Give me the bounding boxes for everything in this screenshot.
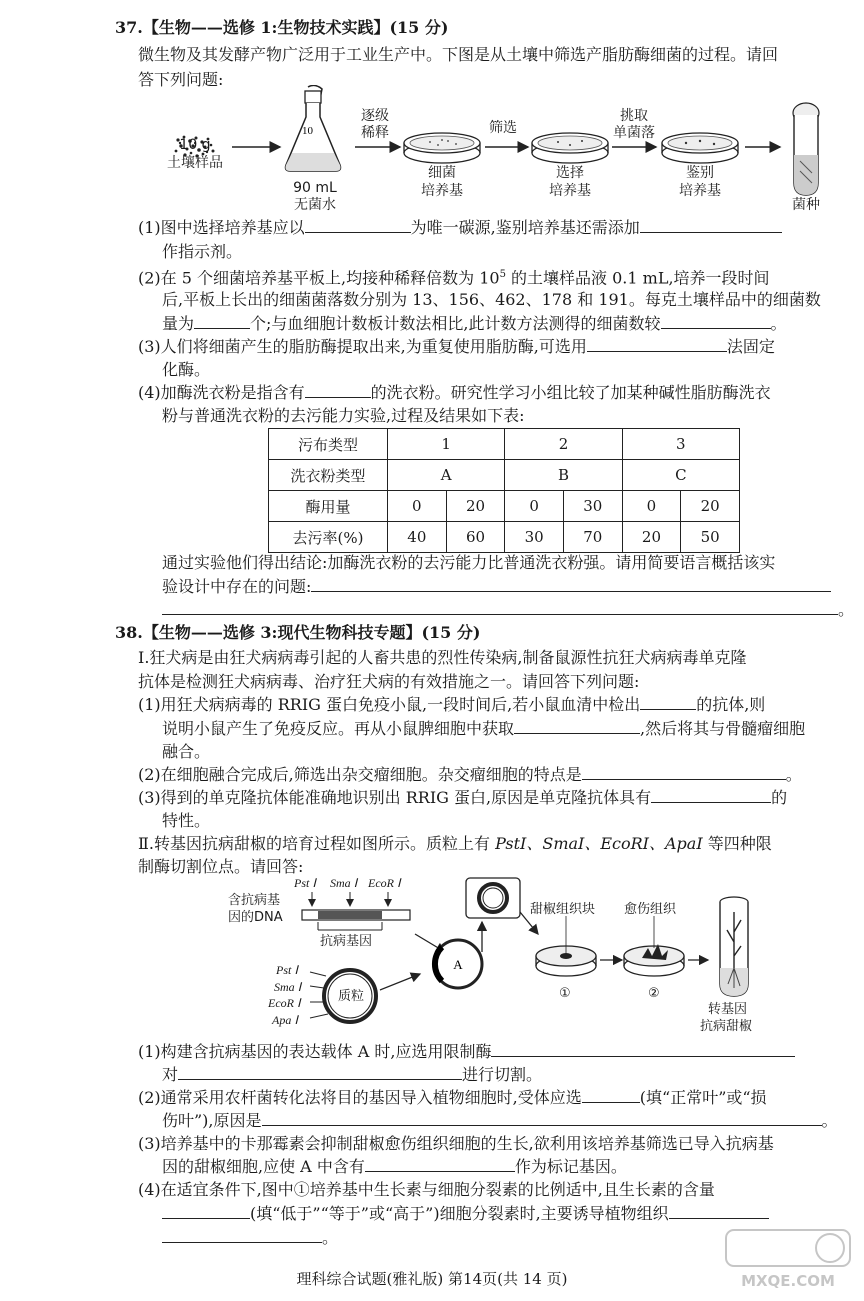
row-label: 酶用量 — [269, 491, 388, 522]
table-row — [269, 491, 740, 522]
row-label: 去污率(%) — [269, 522, 388, 553]
table-row — [269, 429, 740, 460]
plasmid-site-pst: Pst Ⅰ — [276, 963, 298, 977]
watermark-text: MXQE.COM — [741, 1272, 835, 1290]
table-row — [269, 460, 740, 491]
plate3-label-b: 培养基 — [679, 183, 721, 199]
plasmid-site-eco: EcoR Ⅰ — [268, 996, 301, 1010]
step-dilute-b: 稀释 — [361, 125, 389, 141]
table-cell: 0 — [505, 491, 564, 522]
blank-37-4b[interactable] — [311, 577, 831, 592]
row-label: 污布类型 — [269, 429, 388, 460]
q37-part4-line2: 粉与普通洗衣粉的去污能力实验,过程及结果如下表: — [162, 406, 525, 425]
table-cell: A — [388, 460, 505, 491]
blank-38-ii2b[interactable] — [262, 1111, 822, 1126]
blank-38-ii1b[interactable] — [178, 1065, 462, 1080]
table-cell: 20 — [622, 522, 681, 553]
q37-part4-line5: 。 — [162, 600, 854, 620]
table-cell: 50 — [681, 522, 740, 553]
blank-37-3[interactable] — [587, 337, 727, 352]
plate3-label-a: 鉴别 — [686, 165, 714, 181]
site-sma: Sma Ⅰ — [330, 876, 358, 890]
blank-38-ii3[interactable] — [365, 1157, 515, 1172]
step-2-marker: ② — [648, 986, 660, 1001]
step-screen: 筛选 — [489, 120, 517, 136]
result-label-1: 转基因 — [708, 1002, 748, 1017]
callus-label: 愈伤组织 — [624, 902, 677, 917]
dna-strand-icon — [302, 892, 410, 930]
blank-37-2b[interactable] — [661, 314, 771, 329]
q37-header: 37.【生物——选修 1:生物技术实践】(15 分) — [115, 18, 449, 37]
q37-intro-line1: 微生物及其发酵产物广泛用于工业生产中。下图是从土壤中筛选产脂肪酶细菌的过程。请回 — [138, 45, 779, 64]
water-amount: 90 mL — [293, 180, 337, 196]
site-eco: EcoR Ⅰ — [368, 876, 401, 890]
q37-intro-line2: 答下列问题: — [138, 70, 224, 89]
plasmid-site-apa: Apa Ⅰ — [272, 1013, 298, 1027]
transgenic-plant-tube-icon — [720, 897, 748, 996]
q37-part2-line1: (2)在 5 个细菌培养基平板上,均接种稀释倍数为 $10^5$ 的土壤样品液 0.1 mL,培养一段时间 — [138, 268, 770, 288]
row-label: 洗衣粉类型 — [269, 460, 388, 491]
result-label-2: 抗病甜椒 — [700, 1019, 753, 1034]
q38-process-figure — [220, 872, 780, 1040]
q37-part4-line4: 验设计中存在的问题: — [162, 577, 831, 597]
plasmid-label: 质粒 — [338, 989, 365, 1004]
site-pst: Pst Ⅰ — [294, 876, 316, 890]
step-pick-b: 单菌落 — [613, 125, 655, 141]
step-dilute-a: 逐级 — [361, 108, 389, 124]
table-cell: 20 — [446, 491, 505, 522]
plate2-label-b: 培养基 — [549, 183, 591, 199]
blank-37-1b[interactable] — [640, 218, 782, 233]
table-cell: 30 — [563, 491, 622, 522]
q38-part2-intro2: 制酶切割位点。请回答: — [138, 857, 304, 876]
blank-38-ii1a[interactable] — [491, 1042, 795, 1057]
blank-38-i2[interactable] — [582, 765, 786, 780]
q37-part2-line2: 后,平板上长出的细菌菌落数分别为 13、156、462、178 和 191。每克土壤样品中的细菌数 — [162, 290, 821, 309]
q38-i1-line3: 融合。 — [162, 742, 211, 761]
step-1-marker: ① — [559, 986, 571, 1001]
gene-label: 抗病基因 — [320, 934, 373, 949]
q37-process-figure — [160, 85, 860, 220]
flask-mark: 10 — [302, 125, 313, 137]
blank-38-ii2a[interactable] — [582, 1088, 640, 1103]
q37-part1-cont: 作指示剂。 — [162, 242, 243, 261]
table-cell: 40 — [388, 522, 447, 553]
table-cell: 70 — [563, 522, 622, 553]
q38-i3-line1: (3)得到的单克隆抗体能准确地识别出 RRIG 蛋白,原因是单克隆抗体具有 的 — [138, 788, 788, 807]
agrobacterium-icon — [466, 878, 520, 918]
plate1-label-a: 细菌 — [428, 165, 456, 181]
q38-ii1-line1: (1)构建含抗病基因的表达载体 A 时,应选用限制酶 — [138, 1042, 795, 1062]
table-cell: 3 — [622, 429, 739, 460]
results-table — [268, 428, 740, 553]
identification-plate-icon — [662, 133, 738, 163]
selective-plate-icon — [532, 133, 608, 163]
table-cell: 0 — [622, 491, 681, 522]
table-row — [269, 522, 740, 553]
tissue-culture-dish-icon — [536, 916, 596, 976]
q38-i3-line2: 特性。 — [162, 811, 211, 830]
blank-37-2a[interactable] — [194, 314, 250, 329]
table-cell: B — [505, 460, 622, 491]
plate1-label-b: 培养基 — [421, 183, 463, 199]
blank-38-i3[interactable] — [651, 788, 771, 803]
plate2-label-a: 选择 — [556, 165, 584, 181]
blank-37-1a[interactable] — [305, 218, 411, 233]
table-cell: 0 — [388, 491, 447, 522]
callus-dish-icon — [624, 916, 684, 976]
plasmid-site-sma: Sma Ⅰ — [274, 980, 302, 994]
q37-part1: (1)图中选择培养基应以 为唯一碳源,鉴别培养基还需添加 — [138, 218, 782, 238]
step-pick-a: 挑取 — [620, 108, 648, 124]
q38-ii2-line2: 伤叶”),原因是 。 — [162, 1111, 838, 1130]
soil-amount: 10 g — [179, 137, 211, 153]
tube-label: 菌种 — [792, 197, 820, 213]
blank-38-ii4a[interactable] — [162, 1204, 250, 1219]
blank-38-ii4b[interactable] — [669, 1204, 769, 1219]
q38-ii4-line2: (填“低于”“等于”或“高于”)细胞分裂素时,主要诱导植物组织 — [162, 1204, 769, 1224]
q38-ii3-line2: 因的甜椒细胞,应使 A 中含有 作为标记基因。 — [162, 1157, 627, 1176]
tissue-label: 甜椒组织块 — [530, 902, 596, 917]
dna-label-1: 含抗病基 — [228, 893, 281, 908]
q38-part1-intro1: Ⅰ.狂犬病是由狂犬病病毒引起的人畜共患的烈性传染病,制备鼠源性抗狂犬病病毒单克隆 — [138, 648, 747, 667]
table-cell: 1 — [388, 429, 505, 460]
q38-header: 38.【生物——选修 3:现代生物科技专题】(15 分) — [115, 623, 481, 642]
bacteria-plate-icon — [404, 133, 480, 163]
table-cell: C — [622, 460, 739, 491]
blank-38-i1a[interactable] — [640, 695, 696, 710]
flask-icon — [286, 85, 341, 171]
q38-ii2-line1: (2)通常采用农杆菌转化法将目的基因导入植物细胞时,受体应选 (填“正常叶”或“损 — [138, 1088, 767, 1107]
soil-label: 土壤样品 — [167, 155, 223, 171]
table-cell: 2 — [505, 429, 622, 460]
q38-i1-line2: 说明小鼠产生了免疫反应。再从小鼠脾细胞中获取 ,然后将其与骨髓瘤细胞 — [162, 719, 806, 738]
q37-part4-line1: (4)加酶洗衣粉是指含有 的洗衣粉。研究性学习小组比较了加某种碱性脂肪酶洗衣 — [138, 383, 771, 402]
vector-label: A — [453, 957, 463, 972]
table-cell: 60 — [446, 522, 505, 553]
q38-ii4-line3: 。 — [162, 1228, 338, 1248]
q38-i2: (2)在细胞融合完成后,筛选出杂交瘤细胞。杂交瘤细胞的特点是 。 — [138, 765, 802, 784]
q37-part3-line2: 化酶。 — [162, 360, 211, 379]
q38-i1-line1: (1)用狂犬病病毒的 RRIG 蛋白免疫小鼠,一段时间后,若小鼠血清中检出 的抗体,则 — [138, 695, 766, 714]
page-footer: 理科综合试题(雅礼版) 第14页(共 14 页) — [296, 1270, 568, 1288]
q37-part4-line3: 通过实验他们得出结论:加酶洗衣粉的去污能力比普通洗衣粉强。请用简要语言概括该实 — [162, 553, 776, 572]
q38-ii4-line1: (4)在适宜条件下,图中①培养基中生长素与细胞分裂素的比例适中,且生长素的含量 — [138, 1180, 715, 1199]
blank-37-4a[interactable] — [305, 383, 371, 398]
q38-part1-intro2: 抗体是检测狂犬病病毒、治疗狂犬病的有效措施之一。请回答下列问题: — [138, 672, 640, 691]
test-tube-icon — [793, 103, 819, 195]
table-cell: 20 — [681, 491, 740, 522]
q38-part2-intro1: Ⅱ.转基因抗病甜椒的培育过程如图所示。质粒上有 PstⅠ、SmaⅠ、EcoRⅠ、ApaⅠ 等四种限 — [138, 834, 772, 853]
table-cell: 30 — [505, 522, 564, 553]
q37-part2-line3: 量为 个;与血细胞计数板计数法相比,此计数方法测得的细菌数较 。 — [162, 314, 787, 333]
blank-38-i1b[interactable] — [514, 719, 640, 734]
q38-ii3-line1: (3)培养基中的卡那霉素会抑制甜椒愈伤组织细胞的生长,欲利用该培养基筛选已导入抗病基 — [138, 1134, 774, 1153]
dna-label-2: 因的DNA — [228, 910, 283, 925]
watermark-logo — [722, 1226, 854, 1292]
q37-part3-line1: (3)人们将细菌产生的脂肪酶提取出来,为重复使用脂肪酶,可选用 法固定 — [138, 337, 775, 356]
blank-38-ii4c[interactable] — [162, 1228, 322, 1243]
blank-37-4c[interactable] — [162, 600, 838, 615]
water-label: 无菌水 — [294, 197, 336, 213]
q38-ii1-line2: 对 进行切割。 — [162, 1065, 543, 1084]
